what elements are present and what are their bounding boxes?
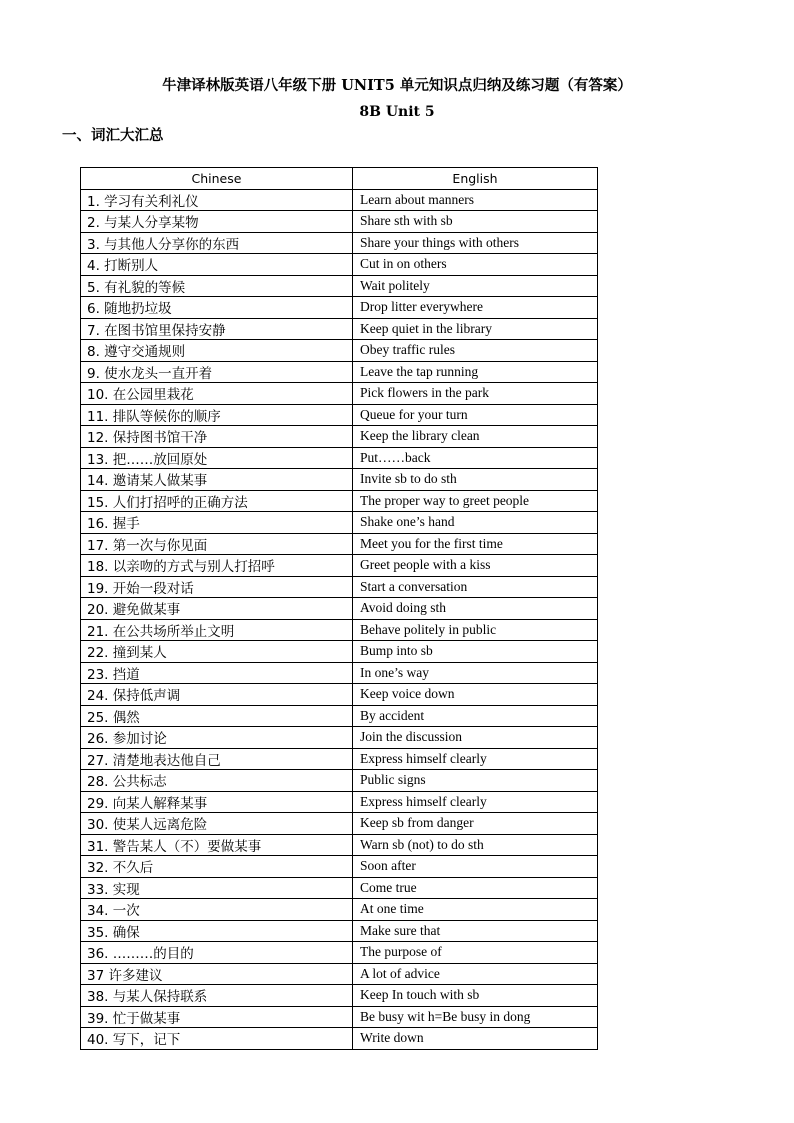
english-cell: Be busy wit h=Be busy in dong: [353, 1006, 598, 1028]
chinese-cell: 22. 撞到某人: [81, 641, 353, 663]
table-row: [81, 684, 598, 706]
table-row: [81, 641, 598, 663]
section-heading: 一、词汇大汇总: [62, 127, 164, 144]
english-cell: Keep quiet in the library: [353, 318, 598, 340]
chinese-cell: 2. 与某人分享某物: [81, 211, 353, 233]
table-row: [81, 877, 598, 899]
english-cell: Pick flowers in the park: [353, 383, 598, 405]
chinese-cell: 36. ………的目的: [81, 942, 353, 964]
english-cell: Express himself clearly: [353, 791, 598, 813]
english-cell: Behave politely in public: [353, 619, 598, 641]
table-row: [81, 275, 598, 297]
chinese-cell: 35. 确保: [81, 920, 353, 942]
english-cell: Keep In touch with sb: [353, 985, 598, 1007]
chinese-cell: 20. 避免做某事: [81, 598, 353, 620]
table-body: [81, 189, 598, 1049]
english-cell: Keep voice down: [353, 684, 598, 706]
english-cell: Put……back: [353, 447, 598, 469]
table-row: [81, 770, 598, 792]
english-cell: Public signs: [353, 770, 598, 792]
english-cell: Queue for your turn: [353, 404, 598, 426]
chinese-cell: 17. 第一次与你见面: [81, 533, 353, 555]
english-cell: Wait politely: [353, 275, 598, 297]
english-cell: Bump into sb: [353, 641, 598, 663]
chinese-cell: 23. 挡道: [81, 662, 353, 684]
english-cell: Shake one’s hand: [353, 512, 598, 534]
vocabulary-table: [80, 167, 598, 1050]
english-cell: Come true: [353, 877, 598, 899]
chinese-cell: 37 许多建议: [81, 963, 353, 985]
english-cell: Write down: [353, 1028, 598, 1050]
table-row: [81, 533, 598, 555]
english-cell: Share sth with sb: [353, 211, 598, 233]
table-row: [81, 727, 598, 749]
chinese-cell: 38. 与某人保持联系: [81, 985, 353, 1007]
english-cell: A lot of advice: [353, 963, 598, 985]
header-chinese: Chinese: [81, 168, 353, 190]
table-row: [81, 791, 598, 813]
chinese-cell: 26. 参加讨论: [81, 727, 353, 749]
table-row: [81, 404, 598, 426]
table-row: [81, 469, 598, 491]
english-cell: Cut in on others: [353, 254, 598, 276]
table-row: [81, 512, 598, 534]
table-row: [81, 232, 598, 254]
english-cell: Start a conversation: [353, 576, 598, 598]
chinese-cell: 1. 学习有关利礼仪: [81, 189, 353, 211]
chinese-cell: 7. 在图书馆里保持安静: [81, 318, 353, 340]
table-row: [81, 748, 598, 770]
chinese-cell: 24. 保持低声调: [81, 684, 353, 706]
english-cell: Leave the tap running: [353, 361, 598, 383]
table-row: [81, 318, 598, 340]
chinese-cell: 14. 邀请某人做某事: [81, 469, 353, 491]
table-header-row: [81, 168, 598, 190]
chinese-cell: 40. 写下，记下: [81, 1028, 353, 1050]
table-row: [81, 361, 598, 383]
english-cell: Make sure that: [353, 920, 598, 942]
table-row: [81, 447, 598, 469]
english-cell: At one time: [353, 899, 598, 921]
english-cell: By accident: [353, 705, 598, 727]
chinese-cell: 32. 不久后: [81, 856, 353, 878]
english-cell: The purpose of: [353, 942, 598, 964]
table-row: [81, 705, 598, 727]
english-cell: Join the discussion: [353, 727, 598, 749]
table-row: [81, 254, 598, 276]
table-row: [81, 662, 598, 684]
document-title: 牛津译林版英语八年级下册 UNIT5 单元知识点归纳及练习题（有答案）: [162, 77, 632, 94]
header-english: English: [353, 168, 598, 190]
table-row: [81, 899, 598, 921]
chinese-cell: 28. 公共标志: [81, 770, 353, 792]
table-row: [81, 490, 598, 512]
table-row: [81, 619, 598, 641]
table-row: [81, 555, 598, 577]
english-cell: The proper way to greet people: [353, 490, 598, 512]
chinese-cell: 5. 有礼貌的等候: [81, 275, 353, 297]
chinese-cell: 29. 向某人解释某事: [81, 791, 353, 813]
english-cell: Meet you for the first time: [353, 533, 598, 555]
table-row: [81, 942, 598, 964]
english-cell: Invite sb to do sth: [353, 469, 598, 491]
table-row: [81, 211, 598, 233]
table-row: [81, 813, 598, 835]
chinese-cell: 11. 排队等候你的顺序: [81, 404, 353, 426]
table-row: [81, 985, 598, 1007]
english-cell: Drop litter everywhere: [353, 297, 598, 319]
chinese-cell: 39. 忙于做某事: [81, 1006, 353, 1028]
table-row: [81, 920, 598, 942]
chinese-cell: 19. 开始一段对话: [81, 576, 353, 598]
table-row: [81, 963, 598, 985]
table-row: [81, 426, 598, 448]
english-cell: Warn sb (not) to do sth: [353, 834, 598, 856]
chinese-cell: 27. 清楚地表达他自己: [81, 748, 353, 770]
chinese-cell: 3. 与其他人分享你的东西: [81, 232, 353, 254]
chinese-cell: 15. 人们打招呼的正确方法: [81, 490, 353, 512]
table-row: [81, 383, 598, 405]
chinese-cell: 4. 打断别人: [81, 254, 353, 276]
table-row: [81, 189, 598, 211]
chinese-cell: 6. 随地扔垃圾: [81, 297, 353, 319]
chinese-cell: 31. 警告某人（不）要做某事: [81, 834, 353, 856]
english-cell: Share your things with others: [353, 232, 598, 254]
chinese-cell: 13. 把……放回原处: [81, 447, 353, 469]
chinese-cell: 10. 在公园里栽花: [81, 383, 353, 405]
chinese-cell: 25. 偶然: [81, 705, 353, 727]
chinese-cell: 16. 握手: [81, 512, 353, 534]
table-row: [81, 856, 598, 878]
chinese-cell: 18. 以亲吻的方式与别人打招呼: [81, 555, 353, 577]
english-cell: Express himself clearly: [353, 748, 598, 770]
english-cell: Avoid doing sth: [353, 598, 598, 620]
english-cell: Obey traffic rules: [353, 340, 598, 362]
chinese-cell: 8. 遵守交通规则: [81, 340, 353, 362]
english-cell: Keep sb from danger: [353, 813, 598, 835]
chinese-cell: 34. 一次: [81, 899, 353, 921]
chinese-cell: 21. 在公共场所举止文明: [81, 619, 353, 641]
table-row: [81, 340, 598, 362]
document-subtitle: 8B Unit 5: [359, 104, 435, 120]
table-row: [81, 297, 598, 319]
table-row: [81, 1028, 598, 1050]
english-cell: Greet people with a kiss: [353, 555, 598, 577]
english-cell: In one’s way: [353, 662, 598, 684]
table-row: [81, 576, 598, 598]
chinese-cell: 12. 保持图书馆干净: [81, 426, 353, 448]
chinese-cell: 9. 使水龙头一直开着: [81, 361, 353, 383]
chinese-cell: 30. 使某人远离危险: [81, 813, 353, 835]
table-row: [81, 598, 598, 620]
table-row: [81, 1006, 598, 1028]
english-cell: Soon after: [353, 856, 598, 878]
english-cell: Learn about manners: [353, 189, 598, 211]
table-row: [81, 834, 598, 856]
chinese-cell: 33. 实现: [81, 877, 353, 899]
english-cell: Keep the library clean: [353, 426, 598, 448]
